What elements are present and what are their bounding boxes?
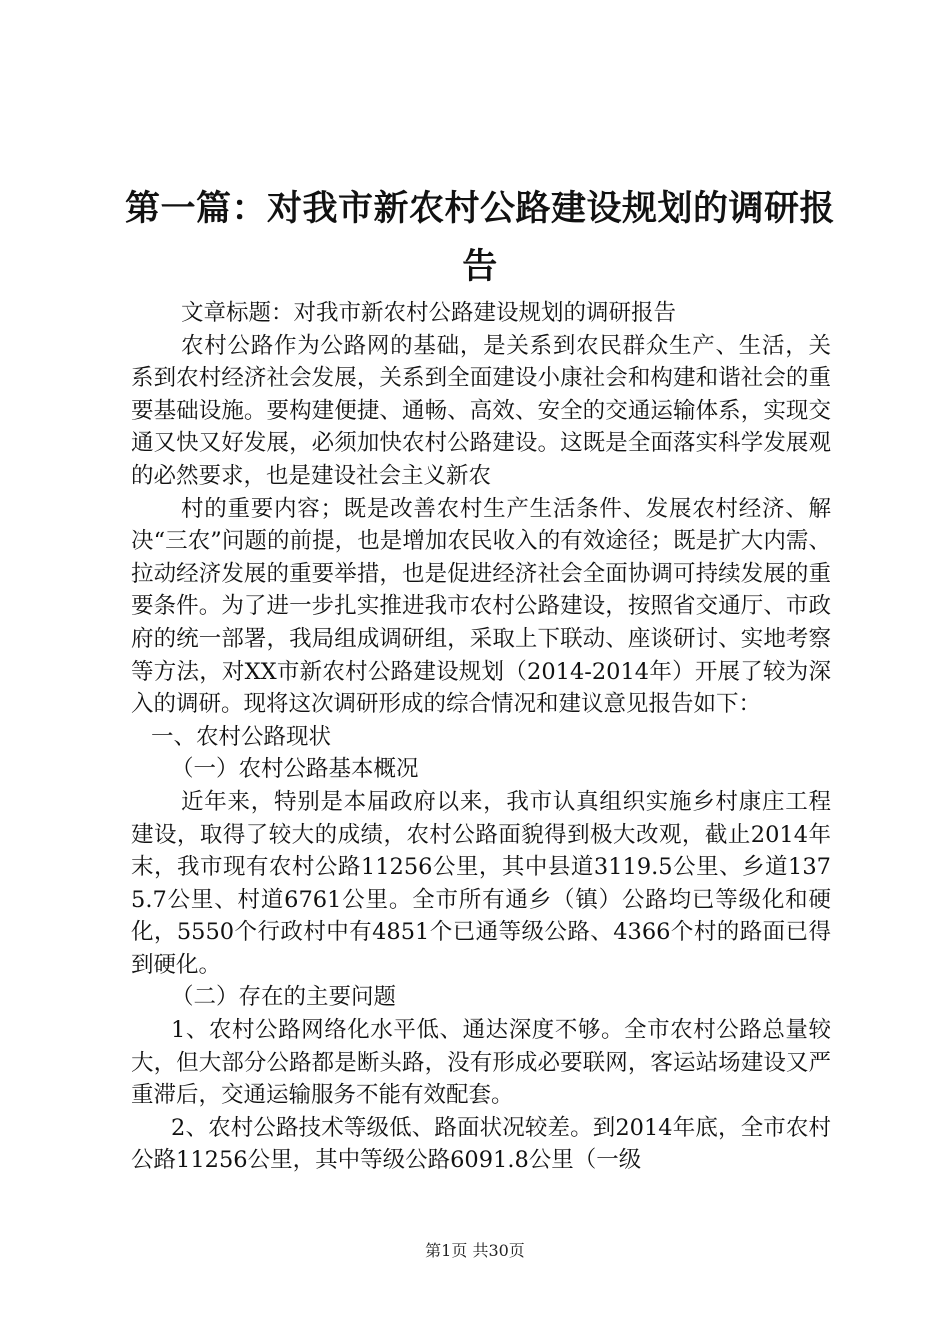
subsection-heading-2: （二）存在的主要问题 <box>171 984 397 1011</box>
paragraph-article-title: 文章标题：对我市新农村公路建设规划的调研报告 <box>181 300 677 326</box>
title-line-2: 告 <box>462 247 498 287</box>
section-heading-1: 一、农村公路现状 <box>151 723 332 750</box>
title-line-1: 第一篇：对我市新农村公路建设规划的调研报 <box>124 189 835 229</box>
subsection-heading-1: （一）农村公路基本概况 <box>171 756 419 783</box>
page-footer <box>0 1241 950 1261</box>
paragraph-overview: 近年来，特别是本届政府以来，我市认真组织实施乡村康庄工程建设，取得了较大的成绩，农村公路面貌得到极大改观，截止2014年末，我市现有农村公路11256公里，其中县道3119.5公里、乡道1375.7公里、村道6761公里。全市所有通乡（镇）公路均已等级化和硬化，5550个行政村中有4851个已通等级公路、4366个村的路面已得到硬化。 <box>131 788 831 978</box>
document-body <box>131 297 831 1177</box>
document-title <box>120 180 840 296</box>
paragraph-problem-1: 1、农村公路网络化水平低、通达深度不够。全市农村公路总量较大，但大部分公路都是断头路，没有形成必要联网，客运站场建设又严重滞后，交通运输服务不能有效配套。 <box>131 1017 831 1109</box>
paragraph-intro-continued: 村的重要内容；既是改善农村生产生活条件、发展农村经济、解决“三农”问题的前提，也是增加农民收入的有效途径；既是扩大内需、拉动经济发展的重要举措，也是促进经济社会全面协调可持续发展的重要条件。为了进一步扎实推进我市农村公路建设，按照省交通厅、市政府的统一部署，我局组成调研组，采取上下联动、座谈研讨、实地考察等方法，对XX市新农村公路建设规划（2014-2014年）开展了较为深入的调研。现将这次调研形成的综合情况和建议意见报告如下： <box>131 495 831 718</box>
paragraph-intro: 农村公路作为公路网的基础，是关系到农民群众生产、生活，关系到农村经济社会发展，关系到全面建设小康社会和构建和谐社会的重要基础设施。要构建便捷、通畅、高效、安全的交通运输体系，实现交通又快又好发展，必须加快农村公路建设。这既是全面落实科学发展观的必然要求，也是建设社会主义新农 <box>131 332 831 489</box>
paragraph-problem-2: 2、农村公路技术等级低、路面状况较差。到2014年底，全市农村公路11256公里，其中等级公路6091.8公里（一级 <box>131 1114 831 1174</box>
page-number: 第1页 共30页 <box>425 1241 525 1260</box>
